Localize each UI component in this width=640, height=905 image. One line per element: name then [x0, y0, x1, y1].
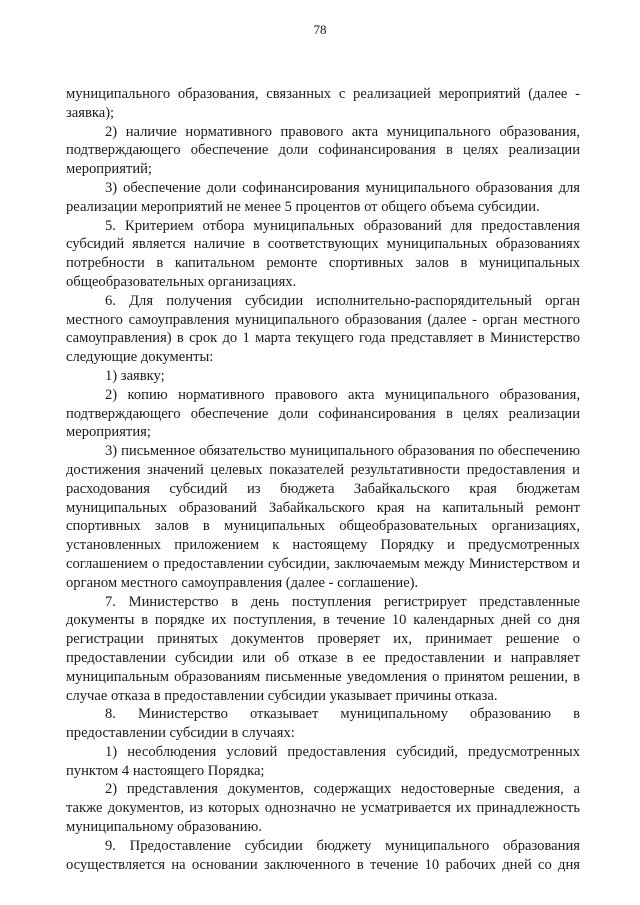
paragraph: 1) заявку;: [105, 367, 165, 384]
paragraph: 6. Для получения субсидии исполнительно-распорядительный орган местного самоуправления муниципального образования (далее - орган местного самоуправления) в срок до 1 марта текущего года представляет в Министерство следующие документы:: [66, 292, 580, 366]
paragraph: 2) наличие нормативного правового акта муниципального образования, подтверждающего обеспечение доли софинансирования в целях реализации мероприятий;: [66, 123, 580, 178]
paragraph: 9. Предоставление субсидии бюджету муниципального образования осуществляется на основании заключенного в течение 10 рабочих дней со дня: [66, 837, 580, 873]
paragraph: 3) письменное обязательство муниципального образования по обеспечению достижения значений целевых показателей результативности предоставления и расходования субсидий из бюджета Забайкальского края бюджетам муниципальных образований Забайкальского края на капитальный ремонт спортивных залов в муниципальных общеобразовательных организациях, установленных приложением к настоящему Порядку и предусмотренных соглашением о предоставлении субсидии, заключаемым между Министерством и органом местного самоуправления (далее - соглашение).: [66, 443, 580, 591]
paragraph: 3) обеспечение доли софинансирования муниципального образования для реализации мероприятий не менее 5 процентов от общего объема субсидии.: [66, 179, 580, 215]
paragraph: 5. Критерием отбора муниципальных образований для предоставления субсидий является наличие в соответствующих муниципальных образованиях потребности в капитальном ремонте спортивных залов в муниципальных общеобразовательных организациях.: [66, 217, 580, 290]
paragraph: 1) несоблюдения условий предоставления субсидий, предусмотренных пунктом 4 настоящего Порядка;: [66, 743, 580, 779]
document-body: [66, 85, 580, 874]
paragraph: 2) представления документов, содержащих недостоверные сведения, а также документов, из которых однозначно не усматривается их принадлежность муниципальному образованию.: [66, 781, 580, 836]
paragraph: муниципального образования, связанных с реализацией мероприятий (далее - заявка);: [66, 86, 580, 121]
paragraph: 2) копию нормативного правового акта муниципального образования, подтверждающего обеспечение доли софинансирования в целях реализации мероприятия;: [66, 386, 580, 441]
paragraph: 8. Министерство отказывает муниципальному образованию в предоставлении субсидии в случаях:: [66, 706, 580, 742]
page-number: 78: [313, 22, 327, 37]
paragraph: 7. Министерство в день поступления регистрирует представленные документы в порядке их поступления, в течение 10 календарных дней со дня регистрации принятых документов проверяет их, принимает решение о предоставлении субсидии или об отказе в ее предоставлении и направляет муниципальным образованиям письменные уведомления о принятом решении, в случае отказа в предоставлении субсидии указывает причины отказа.: [66, 593, 580, 704]
